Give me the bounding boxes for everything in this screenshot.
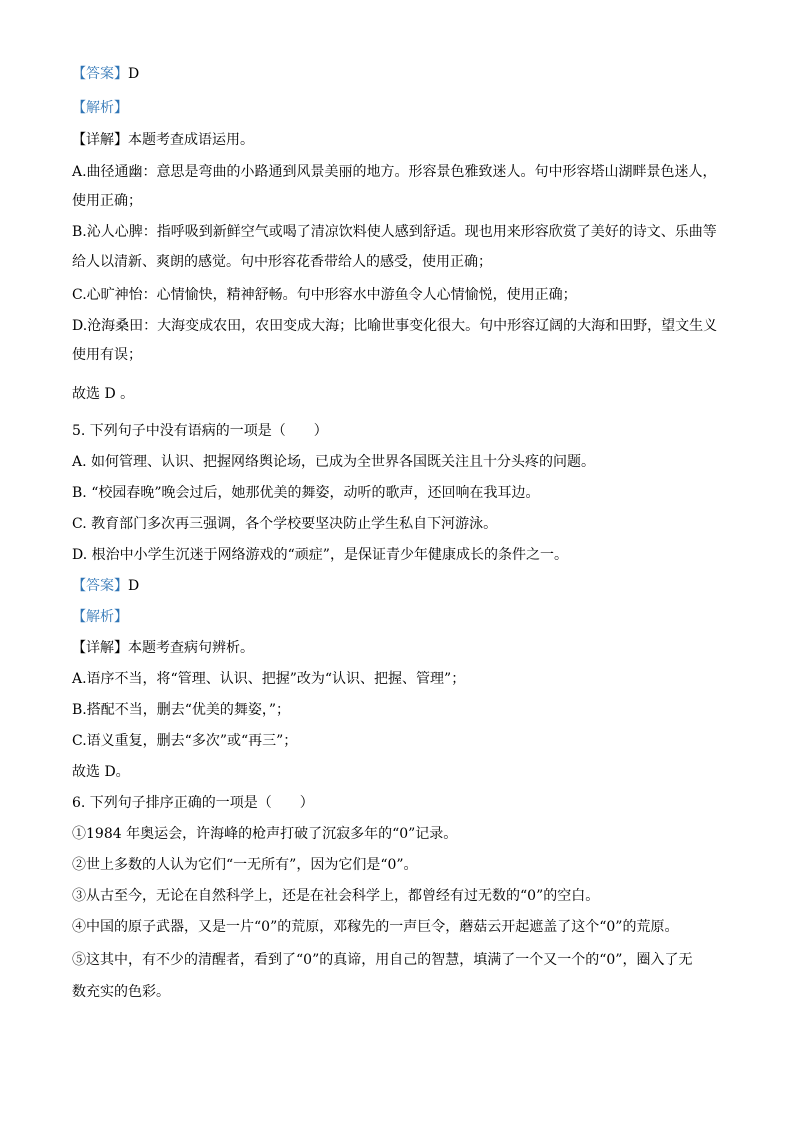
answer-value: D — [128, 578, 140, 594]
q4-option-d-line2: 使用有误； — [72, 347, 142, 363]
q5-detail-line — [72, 638, 254, 658]
q4-answer-line — [72, 64, 139, 84]
q6-sentence-4: ④中国的原子武器，又是一片“0”的荒原，邓稼先的一声巨令，蘑菇云开起遮盖了这个“0”的荒原。 — [72, 919, 679, 935]
q5-choice-c: C. 教育部门多次再三强调，各个学校要坚决防止学生私自下河游泳。 — [72, 516, 498, 532]
q4-option-b-line1: B.沁人心脾：指呼吸到新鲜空气或喝了清凉饮料使人感到舒适。现也用来形容欣赏了美好的诗文、乐曲等 — [72, 224, 717, 240]
answer-value: D — [128, 66, 140, 82]
detail-intro: 本题考查病句辨析。 — [128, 640, 254, 656]
detail-label: 【详解】 — [72, 132, 128, 148]
q4-option-b-line2: 给人以清新、爽朗的感觉。句中形容花香带给人的感受，使用正确； — [72, 254, 492, 270]
q4-option-c: C.心旷神怡：心情愉快，精神舒畅。句中形容水中游鱼令人心情愉悦，使用正确； — [72, 287, 577, 303]
detail-intro: 本题考查成语运用。 — [128, 132, 254, 148]
detail-label: 【详解】 — [72, 640, 128, 656]
q4-detail-line — [72, 130, 254, 150]
q6-stem: 6. 下列句子排序正确的一项是（ ） — [72, 795, 314, 811]
q5-conclusion: 故选 D。 — [72, 764, 130, 780]
q4-option-a-line1: A.曲径通幽：意思是弯曲的小路通到风景美丽的地方。形容景色雅致迷人。句中形容塔山湖畔景色迷人， — [72, 164, 717, 180]
q4-option-d-line1: D.沧海桑田：大海变成农田，农田变成大海；比喻世事变化很大。句中形容辽阔的大海和田野，望文生义 — [72, 318, 718, 334]
q4-conclusion: 故选 D 。 — [72, 386, 135, 402]
q6-sentence-5-line2: 数充实的色彩。 — [72, 984, 170, 1000]
q6-sentence-5-line1: ⑤这其中，有不少的清醒者，看到了“0”的真谛，用自己的智慧，填满了一个又一个的“0”，圈入了无 — [72, 952, 693, 968]
q5-choice-a: A. 如何管理、认识、把握网络舆论场，已成为全世界各国既关注且十分头疼的问题。 — [72, 454, 596, 470]
q5-choice-b: B. “校园春晚”晚会过后，她那优美的舞姿，动听的歌声，还回响在我耳边。 — [72, 485, 540, 501]
q4-option-a-line2: 使用正确； — [72, 193, 142, 209]
q6-sentence-1: ①1984 年奥运会，许海峰的枪声打破了沉寂多年的“0”记录。 — [72, 826, 458, 842]
q5-explanation-b: B.搭配不当，删去“优美的舞姿，”； — [72, 702, 291, 718]
q6-sentence-2: ②世上多数的人认为它们“一无所有”，因为它们是“0”。 — [72, 857, 418, 873]
q5-explanation-c: C.语义重复，删去“多次”或“再三”； — [72, 733, 298, 749]
q5-stem: 5. 下列句子中没有语病的一项是（ ） — [72, 423, 328, 439]
q5-answer-line — [72, 576, 139, 596]
answer-label: 【答案】 — [72, 578, 128, 594]
q4-analysis-label: 【解析】 — [72, 100, 128, 116]
q5-explanation-a: A.语序不当，将“管理、认识、把握”改为“认识、把握、管理”； — [72, 671, 466, 687]
q5-analysis-label: 【解析】 — [72, 609, 128, 625]
answer-label: 【答案】 — [72, 66, 128, 82]
q5-choice-d: D. 根治中小学生沉迷于网络游戏的“顽症”，是保证青少年健康成长的条件之一。 — [72, 547, 568, 563]
q6-sentence-3: ③从古至今，无论在自然科学上，还是在社会科学上，都曾经有过无数的“0”的空白。 — [72, 888, 600, 904]
